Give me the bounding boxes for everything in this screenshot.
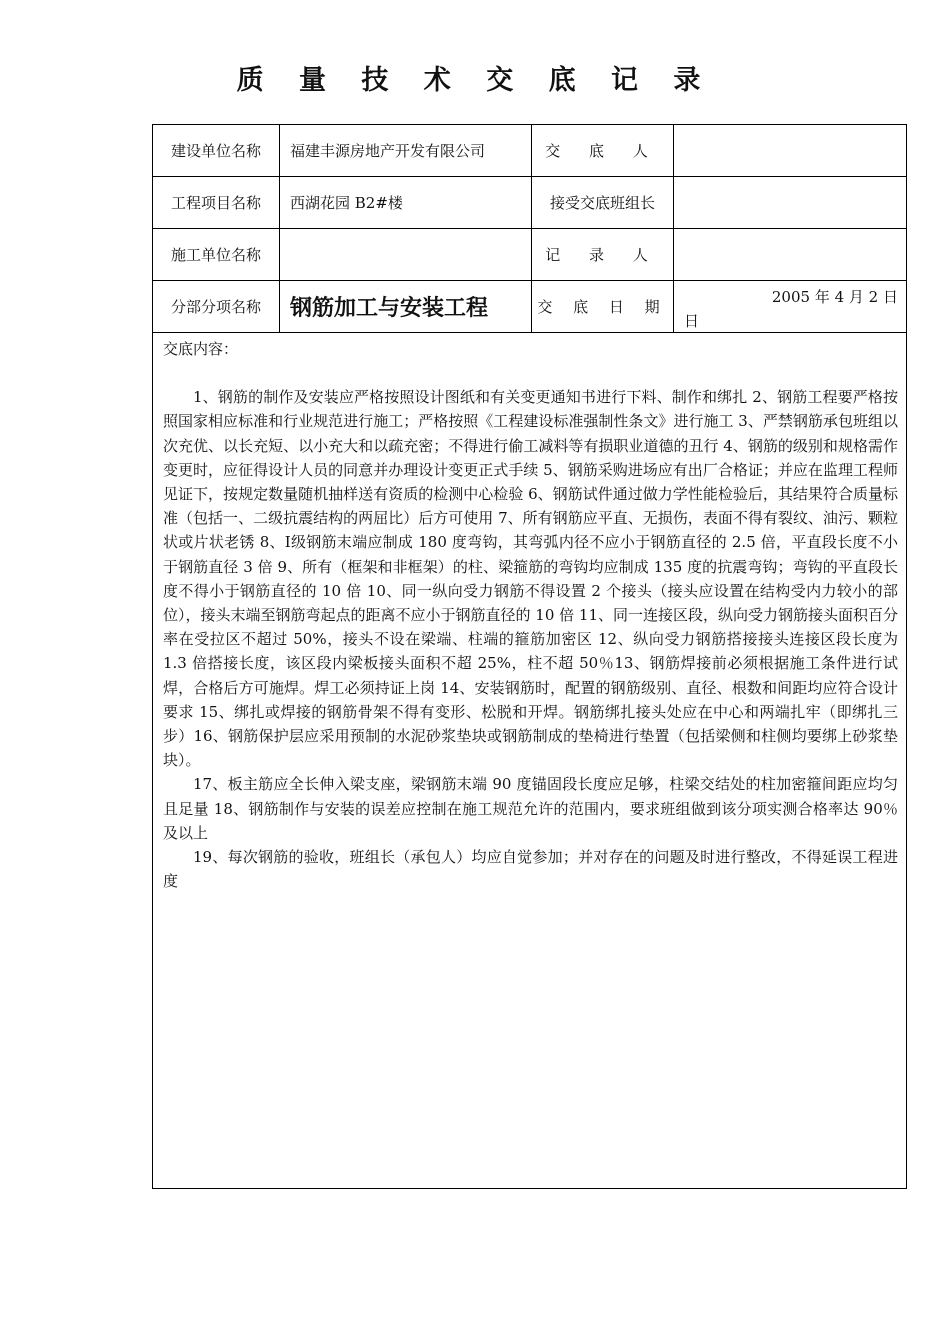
team-leader-label: 接受交底班组长 — [532, 177, 674, 228]
project-name-value: 西湖花园 B2#楼 — [280, 177, 532, 228]
recorder-value — [674, 229, 906, 280]
briefing-date-line1: 2005 年 4 月 2 日 — [771, 288, 898, 306]
record-form — [152, 124, 907, 1189]
content-label: 交底内容： — [163, 340, 239, 358]
briefer-value — [674, 125, 906, 176]
construction-unit-label: 建设单位名称 — [153, 125, 280, 176]
briefing-date-line2: 日 — [684, 312, 700, 330]
row-project-name — [153, 177, 906, 229]
content-paragraph: 1、钢筋的制作及安装应严格按照设计图纸和有关变更通知书进行下料、制作和绑扎 2、钢筋工程要严格按照国家相应标准和行业规范进行施工；严格按照《工程建设标准强制性条文》进行施工 3、严禁钢筋承包班组以次充优、以长充短、以小充大和以疏充密；不得进行偷工减料等有损职业道德的丑行 4、钢筋的级别和规格需作变更时，应征得设计人员的同意并办理设计变更正式手续 5、钢筋采购进场应有出厂合格证；并应在监理工程师见证下，按规定数量随机抽样送有资质的检测中心检验 6、钢筋试件通过做力学性能检验后，其结果符合质量标准（包括一、二级抗震结构的两屈比）后方可使用 7、所有钢筋应平直、无损伤，表面不得有裂纹、油污、颗粒状或片状老锈 8、Ⅰ级钢筋末端应制成 180 度弯钩，其弯弧内径不应小于钢筋直径的 2.5 倍，平直段长度不小于钢筋直径 3 倍 9、所有（框架和非框架）的柱、梁箍筋的弯钩均应制成 135 度的抗震弯钩；弯钩的平直段长度不得小于钢筋直径的 10 倍 10、同一纵向受力钢筋不得设置 2 个接头（接头应设置在结构受内力较小的部位），接头末端至钢筋弯起点的距离不应小于钢筋直径的 10 倍 11、同一连接区段，纵向受力钢筋接头面积百分率在受拉区不超过 50%，接头不设在梁端、柱端的箍筋加密区 12、纵向受力钢筋搭接接头连接区段长度为 1.3 倍搭接长度，该区段内梁板接头面积不超 25%，柱不超 50％13、钢筋焊接前必须根据施工条件进行试焊，合格后方可施焊。焊工必须持证上岗 14、安装钢筋时，配置的钢筋级别、直径、根数和间距均应符合设计要求 15、绑扎或焊接的钢筋骨架不得有变形、松脱和开焊。钢筋绑扎接头处应在中心和两端扎牢（即绑扎三步）16、钢筋保护层应采用预制的水泥砂浆垫块或钢筋制成的垫椅进行垫置（包括梁侧和柱侧均要绑上砂浆垫块）。 — [163, 388, 898, 770]
recorder-label: 记 录 人 — [532, 229, 674, 280]
construction-unit-value: 福建丰源房地产开发有限公司 — [280, 125, 532, 176]
builder-unit-value — [280, 229, 532, 280]
briefer-label: 交 底 人 — [532, 125, 674, 176]
briefing-content — [153, 332, 906, 893]
team-leader-value — [674, 177, 906, 228]
subproject-label: 分部分项名称 — [153, 281, 280, 332]
builder-unit-label: 施工单位名称 — [153, 229, 280, 280]
content-paragraph: 17、板主筋应全长伸入梁支座，梁钢筋末端 90 度锚固段长度应足够，柱梁交结处的柱加密箍间距应均匀且足量 18、钢筋制作与安装的误差应控制在施工规范允许的范围内，要求班组做到该分项实测合格率达 90％及以上 — [163, 775, 898, 842]
project-name-label: 工程项目名称 — [153, 177, 280, 228]
row-construction-unit — [153, 125, 906, 177]
content-paragraph: 19、每次钢筋的验收，班组长（承包人）均应自觉参加；并对存在的问题及时进行整改，不得延误工程进度 — [163, 848, 898, 891]
row-builder-unit — [153, 229, 906, 281]
row-subproject — [153, 281, 906, 333]
briefing-date-label: 交 底 日 期 — [532, 281, 674, 332]
subproject-value: 钢筋加工与安装工程 — [280, 281, 532, 332]
briefing-date-value — [674, 281, 906, 332]
document-title: 质 量 技 术 交 底 记 录 — [236, 65, 714, 96]
